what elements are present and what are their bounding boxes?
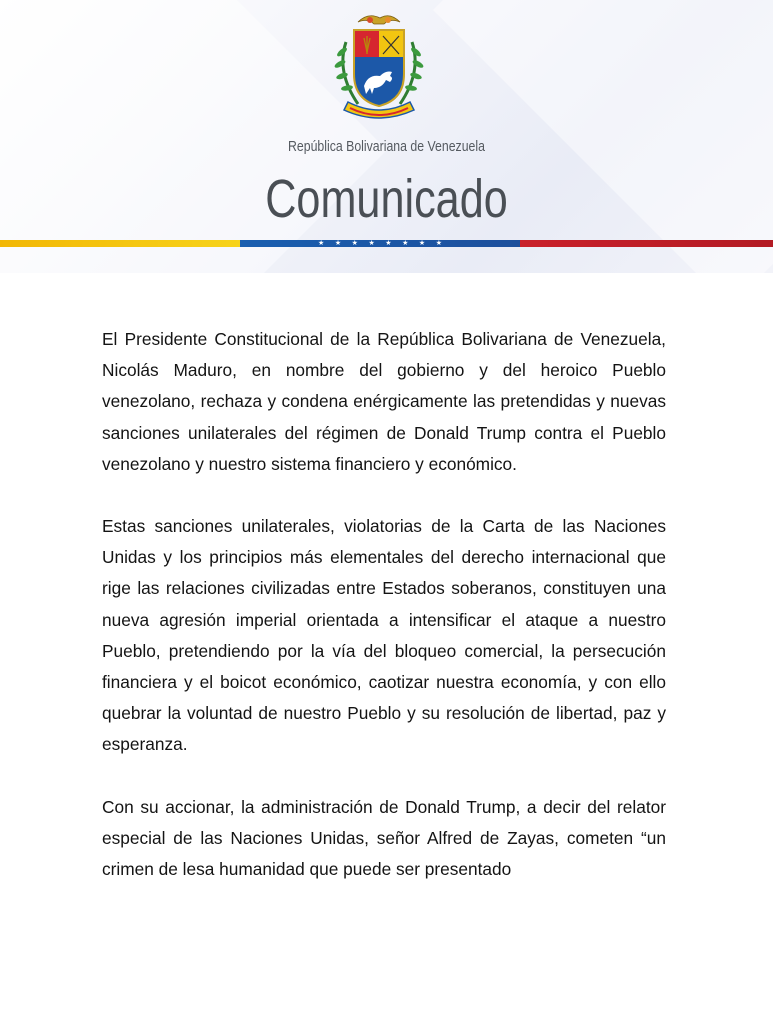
star-icon: ★ [418,240,426,247]
republic-name: República Bolivariana de Venezuela [288,138,485,155]
body-paragraph: Con su accionar, la administración de Donald Trump, a decir del relator especial de las Naciones Unidas, señor Alfred de Zayas, cometen “un crimen de lesa humanidad que puede ser presentado [102,796,666,880]
header-banner [0,0,773,273]
star-icon: ★ [334,240,342,247]
body-paragraph: El Presidente Constitucional de la República Bolivariana de Venezuela, Nicolás Maduro, en nombre del gobierno y del heroico Pueblo venezolano, rechaza y condena enérgicamente las pretendidas y nuevas sanciones unilaterales del régimen de Donald Trump contra el Pueblo venezolano y nuestro sistema financiero y económico. [102,329,666,474]
star-icon: ★ [368,240,375,247]
body-paragraph: Estas sanciones unilaterales, violatorias de la Carta de las Naciones Unidas y los principios más elementales del derecho internacional que rige las relaciones civilizadas entre Estados soberanos, constituyen una nueva agresión imperial orientada a intensificar el ataque a nuestro Pueblo, pretendiendo por la vía del bloqueo comercial, la persecución financiera y el boicot económico, caotizar nuestra economía, y con ello quebrar la voluntad de nuestro Pueblo y su resolución de libertad, paz y esperanza. [102,516,666,755]
star-icon: ★ [435,240,442,247]
page-title: Comunicado [265,169,508,229]
communique-body [102,324,666,916]
star-icon: ★ [318,240,325,247]
flag-red-stripe [520,240,773,247]
background-facet [433,0,773,273]
star-icon: ★ [385,240,392,247]
star-icon: ★ [351,240,358,247]
star-icon: ★ [402,240,409,247]
flag-yellow-stripe [0,240,240,247]
coat-of-arms-icon [328,12,430,124]
flag-stars [318,240,442,248]
